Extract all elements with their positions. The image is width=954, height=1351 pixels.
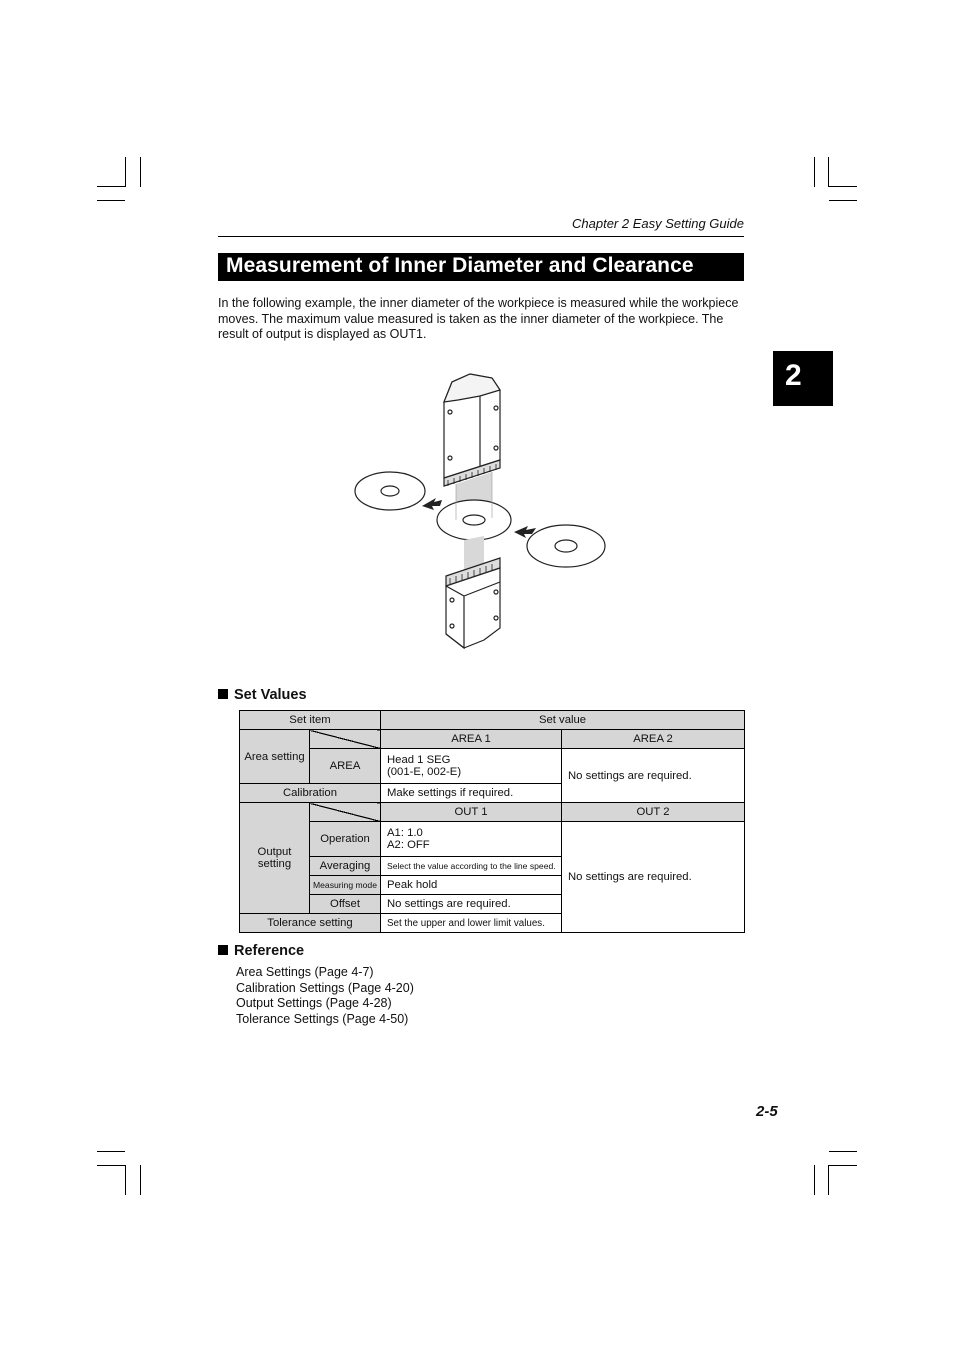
out2-header: OUT 2	[562, 803, 745, 822]
intro-paragraph: In the following example, the inner diameter of the workpiece is measured while the workpiece moves. The maximum value measured is taken as the inner diameter of the workpiece. The result of output is displayed as OUT1.	[218, 296, 739, 342]
reference-list	[236, 965, 414, 1028]
out1-header: OUT 1	[381, 803, 562, 822]
set-values-table	[239, 710, 745, 933]
center-workpiece-disc	[437, 500, 511, 540]
page-title-bar	[218, 253, 744, 281]
tolerance-setting-label: Tolerance setting	[240, 914, 381, 933]
offset-label: Offset	[310, 895, 381, 914]
table-row	[240, 822, 745, 857]
out2-value: No settings are required.	[562, 822, 745, 933]
table-row	[240, 711, 745, 730]
table-row	[240, 749, 745, 784]
lower-sensor-head	[446, 558, 500, 648]
square-bullet-icon	[218, 945, 228, 955]
calibration-label: Calibration	[240, 784, 381, 803]
reference-item: Tolerance Settings (Page 4-50)	[236, 1012, 409, 1027]
sensor-workpiece-illustration	[340, 360, 620, 660]
area-label: AREA	[310, 749, 381, 784]
left-arrow-icon	[422, 498, 442, 510]
tolerance-value: Set the upper and lower limit values.	[381, 914, 562, 933]
area1-value-line1: Head 1 SEG	[387, 754, 451, 766]
diagonal-cell	[310, 730, 381, 749]
operation-label: Operation	[310, 822, 381, 857]
table-row	[240, 730, 745, 749]
set-values-heading: Set Values	[218, 687, 307, 703]
area2-value: No settings are required.	[562, 749, 745, 803]
calibration-value: Make settings if required.	[381, 784, 562, 803]
area1-header: AREA 1	[381, 730, 562, 749]
averaging-value: Select the value according to the line speed.	[381, 857, 562, 876]
offset-value: No settings are required.	[381, 895, 562, 914]
output-setting-label: Output setting	[240, 803, 310, 914]
reference-item: Area Settings (Page 4-7)	[236, 965, 374, 979]
chapter-header	[218, 214, 744, 237]
square-bullet-icon	[218, 689, 228, 699]
area-setting-label: Area setting	[240, 730, 310, 784]
table-header-set-value: Set value	[381, 711, 745, 730]
table-row	[240, 803, 745, 822]
area1-value	[381, 749, 562, 784]
reference-item: Calibration Settings (Page 4-20)	[236, 980, 414, 995]
page-number: 2-5	[756, 1103, 778, 1120]
area2-header: AREA 2	[562, 730, 745, 749]
operation-value: A1: 1.0 A2: OFF	[381, 822, 562, 857]
page-title: Measurement of Inner Diameter and Clearance	[226, 254, 694, 277]
reference-item: Output Settings (Page 4-28)	[236, 996, 392, 1011]
averaging-label: Averaging	[310, 857, 381, 876]
measuring-mode-label: Measuring mode	[310, 876, 381, 895]
chapter-tab	[773, 351, 833, 406]
left-workpiece-disc	[355, 472, 425, 510]
upper-sensor-head	[444, 374, 500, 486]
right-workpiece-disc	[527, 525, 605, 567]
table-header-set-item: Set item	[240, 711, 381, 730]
area1-value-line2: (001-E, 002-E)	[387, 766, 462, 778]
chapter-tab-number: 2	[785, 359, 802, 392]
diagonal-cell	[310, 803, 381, 822]
measuring-mode-value: Peak hold	[381, 876, 562, 895]
chapter-header-text: Chapter 2 Easy Setting Guide	[572, 216, 744, 231]
reference-heading: Reference	[218, 943, 304, 959]
